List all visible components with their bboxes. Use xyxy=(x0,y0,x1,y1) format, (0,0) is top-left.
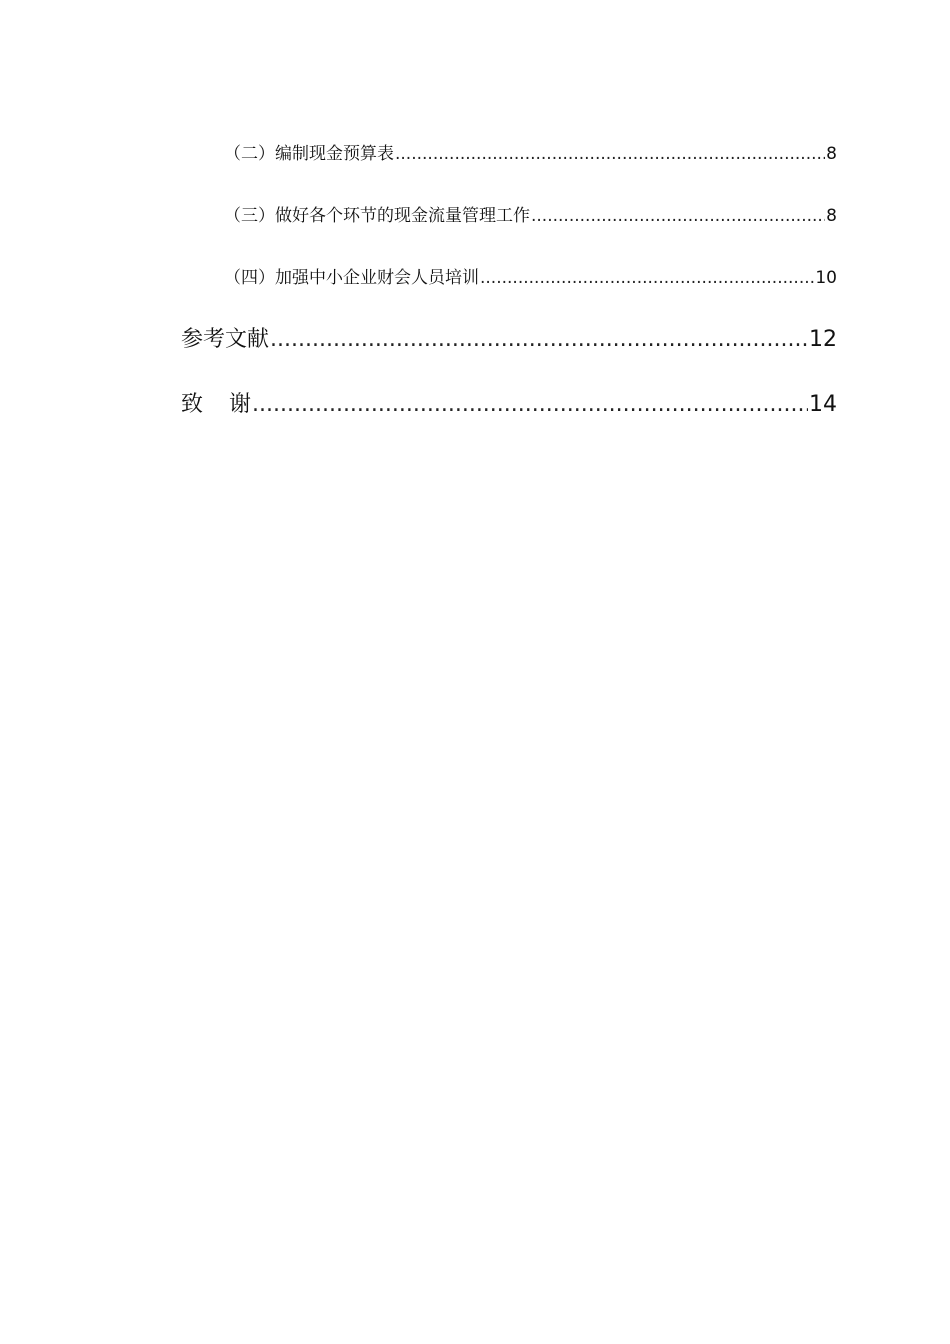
toc-dot-leader xyxy=(270,327,808,352)
toc-entry-references[interactable] xyxy=(181,322,837,353)
toc-entry[interactable] xyxy=(224,263,837,288)
toc-page-number: 14 xyxy=(809,392,837,417)
toc-entry-acknowledgements[interactable] xyxy=(181,387,837,418)
toc-page-number: 8 xyxy=(826,144,837,164)
toc-title-char: 谢 xyxy=(229,392,252,417)
toc-dot-leader xyxy=(531,206,825,226)
toc-title-char: 致 xyxy=(181,392,204,417)
toc-entry-title: （二）编制现金预算表 xyxy=(224,144,394,164)
toc-entry-title: （三）做好各个环节的现金流量管理工作 xyxy=(224,206,530,226)
toc-page-number: 8 xyxy=(826,206,837,226)
toc-entry-title: （四）加强中小企业财会人员培训 xyxy=(224,268,479,288)
toc-dot-leader xyxy=(395,144,825,164)
toc-dot-leader xyxy=(480,268,814,288)
toc-page-number: 10 xyxy=(815,268,837,288)
toc-entry-title xyxy=(181,387,251,418)
toc-entry[interactable] xyxy=(224,201,837,226)
toc-page-number: 12 xyxy=(809,327,837,352)
toc-entry[interactable] xyxy=(224,139,837,164)
toc-dot-leader xyxy=(252,392,808,417)
toc-entry-title: 参考文献 xyxy=(181,327,270,352)
